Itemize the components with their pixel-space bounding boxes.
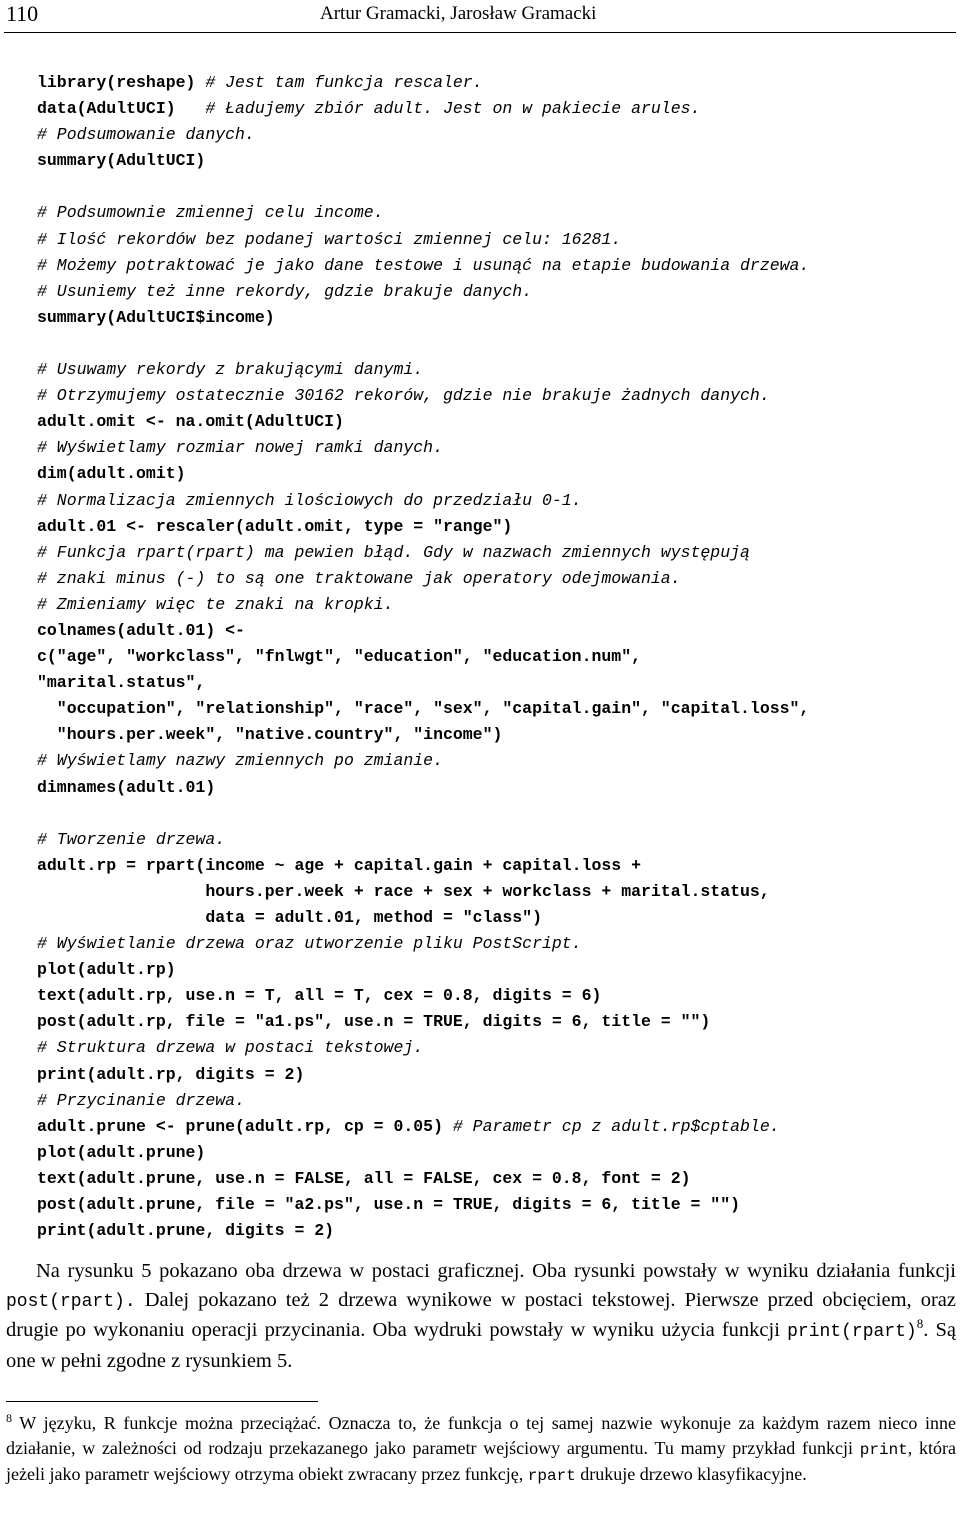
code-comment: # Wyświetlanie drzewa oraz utworzenie pliku PostScript. — [37, 934, 582, 954]
code-statement: text(adult.prune, use.n = FALSE, all = FALSE, cex = 0.8, font = 2) — [37, 1168, 691, 1188]
code-statement: post(adult.rp, file = "a1.ps", use.n = TRUE, digits = 6, title = "") — [37, 1012, 711, 1032]
code-statement: c("age", "workclass", "fnlwgt", "education", "education.num", — [37, 647, 641, 667]
page-number: 110 — [6, 1, 39, 26]
code-statement: data = adult.01, method = "class") — [37, 908, 542, 927]
code-comment: # Parametr cp z adult.rp$cptable. — [452, 1116, 780, 1136]
code-comment: # Ładujemy zbiór adult. Jest on w pakiecie arules. — [205, 99, 701, 119]
code-comment: # Podsumownie zmiennej celu income. — [37, 203, 384, 223]
code-line — [37, 514, 809, 540]
page-header — [0, 0, 960, 34]
code-line — [37, 853, 809, 879]
code-statement: colnames(adult.01) <- — [37, 620, 245, 640]
code-comment: # Usuwamy rekordy z brakującymi danymi. — [37, 360, 424, 380]
code-line — [37, 200, 809, 226]
code-comment: # Podsumowanie danych. — [37, 125, 255, 145]
code-line — [37, 775, 809, 801]
code-line — [37, 1088, 809, 1114]
code-comment: # Normalizacja zmiennych ilościowych do przedziału 0-1. — [37, 490, 582, 510]
code-line — [37, 722, 809, 748]
inline-code-print: print(rpart) — [787, 1322, 917, 1343]
code-line — [37, 253, 809, 279]
footnote-code-rpart: rpart — [527, 1467, 576, 1485]
code-comment: # Przycinanie drzewa. — [37, 1090, 245, 1110]
code-statement: "hours.per.week", "native.country", "income") — [37, 725, 503, 745]
footnote-rule — [6, 1401, 318, 1402]
code-line — [37, 488, 809, 514]
code-comment: # Ilość rekordów bez podanej wartości zmiennej celu: 16281. — [37, 229, 622, 249]
code-line — [37, 357, 809, 383]
running-head: Artur Gramacki, Jarosław Gramacki — [320, 3, 597, 24]
code-line — [37, 1009, 809, 1035]
code-line — [37, 905, 809, 931]
code-line — [37, 383, 809, 409]
footnote-reference: 8 — [916, 1316, 924, 1332]
code-line — [37, 1166, 809, 1192]
paragraph-text-2: Dalej pokazano też 2 drzewa wynikowe w postaci tekstowej. Pierwsze przed obcięciem, oraz drugie po wykonaniu operacji przycinania. Oba wydruki powstały w wyniku użycia funkcji — [6, 1288, 956, 1342]
code-line — [37, 827, 809, 853]
code-comment: # Otrzymujemy ostatecznie 30162 rekorów, gdzie nie brakuje żadnych danych. — [37, 386, 770, 406]
code-line — [37, 1218, 809, 1244]
code-comment: # Funkcja rpart(rpart) ma pewien błąd. Gdy w nazwach zmiennych występują — [37, 542, 750, 562]
footnote-mark: 8 — [6, 1411, 12, 1425]
code-comment: # Jest tam funkcja rescaler. — [205, 73, 483, 92]
code-line — [37, 566, 809, 592]
code-line — [37, 70, 809, 96]
footnote-text-2: , która jeżeli jako parametr wejściowy otrzyma obiekt zwracany przez funkcję, — [6, 1437, 957, 1484]
code-statement: "occupation", "relationship", "race", "sex", "capital.gain", "capital.loss", — [37, 699, 810, 719]
code-line — [37, 879, 809, 905]
code-comment: # Tworzenie drzewa. — [37, 829, 226, 849]
code-statement: text(adult.rp, use.n = T, all = T, cex = 0.8, digits = 6) — [37, 986, 602, 1006]
code-statement: plot(adult.prune) — [37, 1142, 206, 1162]
code-line — [37, 305, 809, 331]
code-line — [37, 122, 809, 148]
footnote-code-print: print — [859, 1440, 908, 1459]
code-blank-line — [37, 331, 809, 357]
code-line — [37, 1062, 809, 1088]
code-line — [37, 1114, 809, 1140]
code-statement: dimnames(adult.01) — [37, 777, 216, 797]
code-listing — [37, 70, 809, 1244]
code-statement: "marital.status", — [37, 673, 206, 693]
code-statement: print(adult.prune, digits = 2) — [37, 1221, 335, 1241]
code-line — [37, 670, 809, 696]
code-line — [37, 618, 809, 644]
code-comment: # Struktura drzewa w postaci tekstowej. — [37, 1038, 424, 1058]
footnote — [6, 1411, 956, 1489]
code-comment: # Zmieniamy więc te znaki na kropki. — [37, 594, 394, 614]
header-rule — [4, 32, 956, 33]
code-comment: # Usuniemy też inne rekordy, gdzie brakuje danych. — [37, 281, 533, 301]
code-statement: summary(AdultUCI) — [37, 151, 206, 171]
code-line — [37, 983, 809, 1009]
code-line — [37, 644, 809, 670]
code-line — [37, 148, 809, 174]
code-statement: adult.01 <- rescaler(adult.omit, type = "range") — [37, 516, 513, 536]
code-statement: dim(adult.omit) — [37, 464, 186, 484]
code-line — [37, 461, 809, 487]
code-statement: data(AdultUCI) — [37, 99, 206, 119]
footnote-text-3: drukuje drzewo klasyfikacyjne. — [575, 1464, 807, 1484]
code-line — [37, 435, 809, 461]
code-line — [37, 409, 809, 435]
code-blank-line — [37, 174, 809, 200]
code-statement: adult.prune <- prune(adult.rp, cp = 0.05) — [37, 1116, 453, 1136]
code-line — [37, 1192, 809, 1218]
code-line — [37, 957, 809, 983]
code-line — [37, 96, 809, 122]
code-blank-line — [37, 801, 809, 827]
code-statement: hours.per.week + race + sex + workclass + marital.status, — [37, 881, 770, 901]
code-comment: # Wyświetlamy rozmiar nowej ramki danych. — [37, 438, 443, 458]
code-line — [37, 931, 809, 957]
code-comment: # Możemy potraktować je jako dane testowe i usunąć na etapie budowania drzewa. — [37, 255, 810, 275]
paragraph-text-3: . Są one w pełni zgodne z rysunkiem 5. — [6, 1319, 957, 1372]
code-statement: print(adult.rp, digits = 2) — [37, 1064, 305, 1084]
code-statement: library(reshape) — [37, 73, 206, 92]
code-line — [37, 748, 809, 774]
code-line — [37, 1035, 809, 1061]
code-line — [37, 227, 809, 253]
code-line — [37, 279, 809, 305]
body-paragraph — [6, 1257, 956, 1375]
code-statement: adult.omit <- na.omit(AdultUCI) — [37, 412, 344, 432]
code-line — [37, 540, 809, 566]
code-line — [37, 696, 809, 722]
code-line — [37, 1140, 809, 1166]
code-comment: # znaki minus (-) to są one traktowane jak operatory odejmowania. — [37, 568, 681, 588]
paragraph-text-1: Na rysunku 5 pokazano oba drzewa w postaci graficznej. Oba rysunki powstały w wyniku działania funkcji — [36, 1260, 956, 1282]
footnote-text-1: W języku, R funkcje można przeciążać. Oznacza to, że funkcja o tej samej nazwie wykonuje za każdym razem nieco inne działanie, w zależności od rodzaju przekazanego jako parametr wejściowy argumentu. Tu mamy przykład funkcji — [6, 1413, 956, 1458]
code-statement: summary(AdultUCI$income) — [37, 307, 275, 327]
code-statement: adult.rp = rpart(income ~ age + capital.gain + capital.loss + — [37, 855, 641, 875]
inline-code-post: post(rpart). — [6, 1291, 136, 1312]
code-statement: post(adult.prune, file = "a2.ps", use.n = TRUE, digits = 6, title = "") — [37, 1195, 741, 1215]
code-comment: # Wyświetlamy nazwy zmiennych po zmianie. — [37, 751, 443, 771]
code-line — [37, 592, 809, 618]
code-statement: plot(adult.rp) — [37, 960, 176, 980]
